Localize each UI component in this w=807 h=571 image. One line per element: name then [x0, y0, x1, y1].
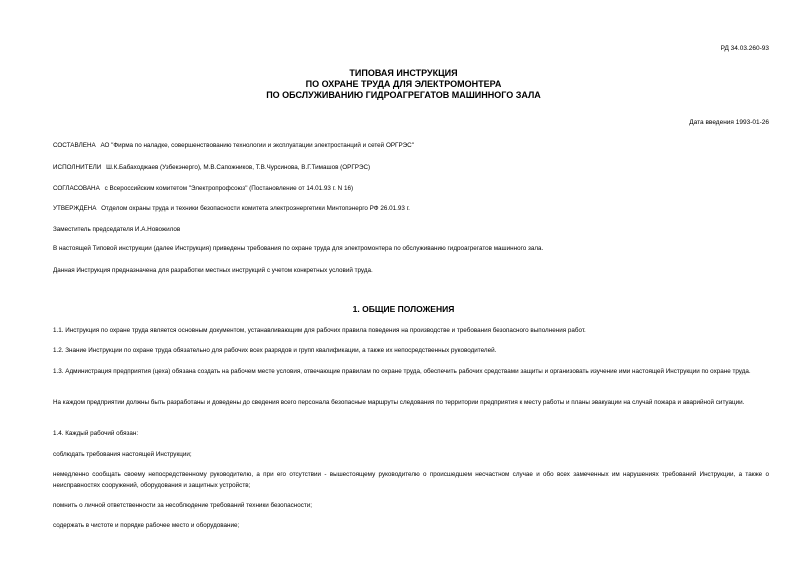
paragraph-1-1: 1.1. Инструкция по охране труда является основным документом, устанавливающим для рабочих правила поведения на производстве и требования безопасного выполнения работ. [53, 327, 586, 334]
agreed-label: СОГЛАСОВАНА [53, 185, 100, 192]
title-line-3: ПО ОБСЛУЖИВАНИЮ ГИДРОАГРЕГАТОВ МАШИННОГО ЗАЛА [266, 90, 541, 100]
agreed-value: с Всероссийским комитетом "Электропрофсоюз" (Постановление от 14.01.93 г. N 16) [104, 185, 354, 192]
compiled-by [53, 140, 769, 151]
deputy-chairman: Заместитель председателя И.А.Новожилов [53, 226, 181, 233]
list-item: немедленно сообщать своему непосредственному руководителю, а при его отсутствии - вышестоящему руководителю о происшедшем несчастном случае и обо всех замеченных им нарушениях требований Инструкции, а также о неисправностях сооружений, оборудования и защитных устройств; [53, 471, 769, 489]
approved-by [53, 203, 769, 214]
document-code: РД 34.03.260-93 [720, 45, 769, 52]
document-title [0, 68, 807, 101]
authors-value: Ш.К.Бабаходжаев (Узбекэнерго), М.В.Сапожников, Т.В.Чурсинова, В.Г.Тимашов (ОРГРЭС) [106, 164, 371, 171]
title-line-2: ПО ОХРАНЕ ТРУДА ДЛЯ ЭЛЕКТРОМОНТЕРА [305, 79, 502, 89]
approved-label: УТВЕРЖДЕНА [53, 205, 97, 212]
intro-paragraph-1: В настоящей Типовой инструкции (далее Инструкция) приведены требования по охране труда для электромонтера по обслуживанию гидроагрегатов машинного зала. [53, 245, 544, 252]
list-item: помнить о личной ответственности за несоблюдение требований техники безопасности; [53, 502, 313, 509]
paragraph-1-4: 1.4. Каждый рабочий обязан: [53, 430, 139, 437]
paragraph-1-3-evacuation: На каждом предприятии должны быть разработаны и доведены до сведения всего персонала безопасные маршруты следования по территории предприятия к месту работы и планы эвакуации на случай пожара и аварийной ситуации. [53, 399, 745, 406]
paragraph-1-3: 1.3. Администрация предприятия (цеха) обязана создать на рабочем месте условия, отвечающие правилам по охране труда, обеспечить рабочих средствами защиты и организовать изучение ими настоящей Инструкции по охране труда. [53, 368, 751, 375]
title-line-1: ТИПОВАЯ ИНСТРУКЦИЯ [349, 68, 458, 78]
authors-label: ИСПОЛНИТЕЛИ [53, 164, 102, 171]
intro-paragraph-2: Данная Инструкция предназначена для разработки местных инструкций с учетом конкретных условий труда. [53, 267, 373, 274]
agreed-by [53, 183, 769, 194]
paragraph-1-2: 1.2. Знание Инструкции по охране труда обязательно для рабочих всех разрядов и групп квалификации, а также их непосредственных руководителей. [53, 347, 497, 354]
section-heading: 1. ОБЩИЕ ПОЛОЖЕНИЯ [352, 304, 455, 314]
authors [53, 162, 769, 173]
approved-value: Отделом охраны труда и техники безопасности комитета электроэнергетики Минтопэнерго РФ 26.01.93 г. [101, 205, 410, 212]
list-item: соблюдать требования настоящей Инструкции; [53, 451, 192, 458]
compiled-value: АО "Фирма по наладке, совершенствованию технологии и эксплуатации электростанций и сетей ОРГРЭС" [100, 142, 414, 149]
effective-date: Дата введения 1993-01-26 [689, 119, 769, 126]
list-item: содержать в чистоте и порядке рабочее место и оборудование; [53, 522, 240, 529]
compiled-label: СОСТАВЛЕНА [53, 142, 96, 149]
